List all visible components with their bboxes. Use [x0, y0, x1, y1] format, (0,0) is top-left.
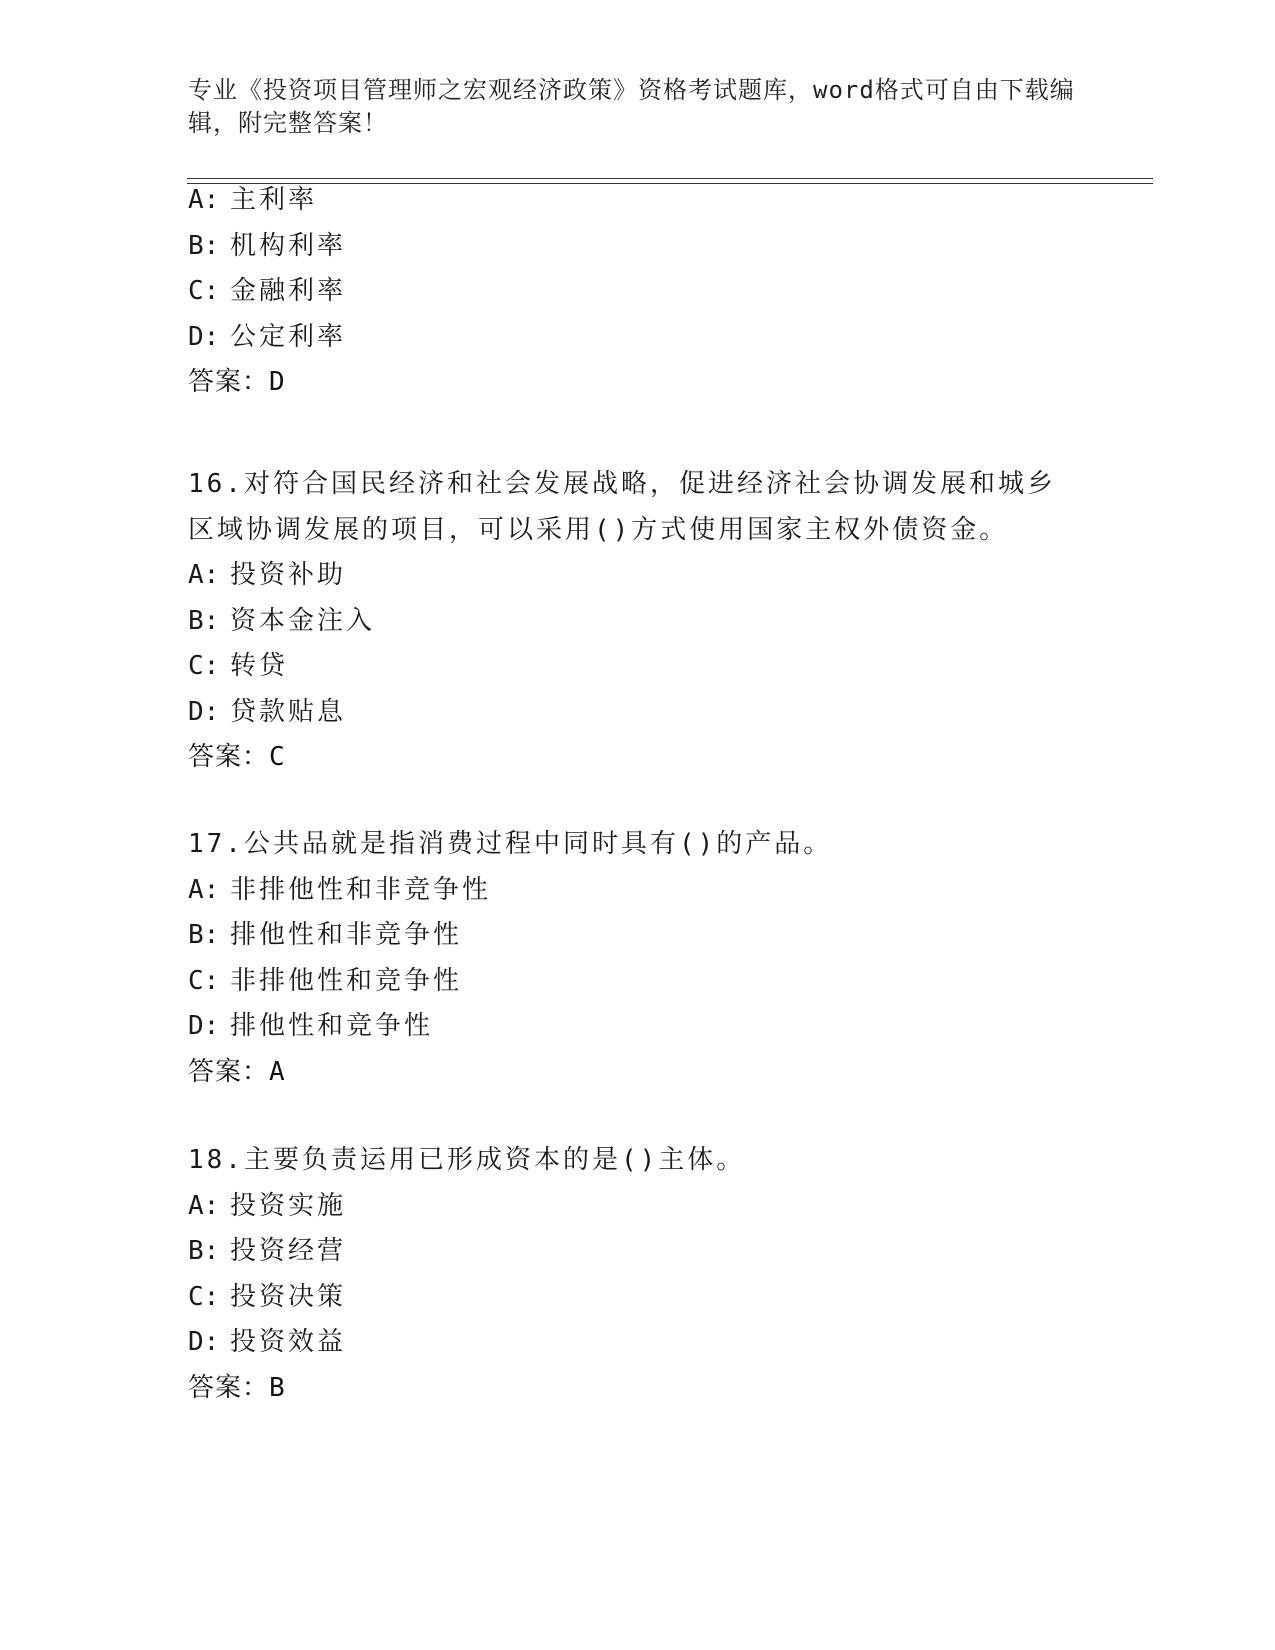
option-text: 投资效益 [230, 1327, 347, 1357]
question-text: 18.主要负责运用已形成资本的是()主体。 [188, 1145, 746, 1175]
option-d: D: 公定利率 [188, 321, 347, 352]
answer-value: C [269, 742, 286, 772]
option-c: C: 金融利率 [188, 276, 347, 306]
option-b: B: 机构利率 [188, 230, 347, 261]
option-text: 转贷 [230, 651, 289, 681]
option-d: D: 排他性和竞争性 [188, 1011, 434, 1041]
answer-line [188, 1050, 1088, 1096]
option-text: 机构利率 [230, 230, 347, 261]
option-d: D: 投资效益 [188, 1327, 347, 1357]
option-b: B: 排他性和非竞争性 [188, 920, 463, 950]
option-c: C: 转贷 [188, 651, 289, 681]
document-header: 专业《投资项目管理师之宏观经济政策》资格考试题库，word格式可自由下载编辑，附完整答案！ [188, 76, 1075, 137]
answer-line [188, 1366, 1088, 1412]
option-text: 投资经营 [230, 1236, 347, 1266]
option-text: 排他性和竞争性 [230, 1011, 434, 1041]
option-a: A: 投资实施 [188, 1190, 347, 1221]
option-c: C: 投资决策 [188, 1281, 347, 1312]
answer-label: 答案： [188, 1372, 270, 1403]
option-text: 资本金注入 [230, 605, 376, 636]
option-text: 公定利率 [230, 321, 347, 352]
option-text: 金融利率 [230, 276, 347, 306]
answer-label: 答案： [188, 1056, 270, 1087]
answer-value: D [269, 367, 286, 397]
question-15 [188, 178, 1088, 406]
answer-line [188, 735, 1068, 781]
option-a: A: 投资补助 [188, 560, 347, 590]
option-text: 投资决策 [230, 1281, 347, 1312]
question-17 [188, 822, 1088, 1095]
option-a: A: 非排他性和非竞争性 [188, 874, 492, 905]
question-text: 17.公共品就是指消费过程中同时具有()的产品。 [188, 829, 833, 859]
option-text: 排他性和非竞争性 [230, 920, 463, 950]
answer-value: B [269, 1372, 286, 1403]
option-text: 非排他性和竞争性 [230, 965, 463, 996]
option-d: D: 贷款贴息 [188, 696, 347, 727]
answer-label: 答案： [188, 367, 270, 397]
question-18 [188, 1138, 1088, 1411]
option-text: 贷款贴息 [230, 696, 347, 727]
option-text: 投资补助 [230, 560, 347, 590]
option-c: C: 非排他性和竞争性 [188, 965, 463, 996]
option-text: 非排他性和非竞争性 [230, 874, 492, 905]
option-b: B: 资本金注入 [188, 605, 376, 636]
question-text: 16.对符合国民经济和社会发展战略，促进经济社会协调发展和城乡区域协调发展的项目，可以采用()方式使用国家主权外债资金。 [188, 469, 1056, 545]
answer-label: 答案： [188, 742, 270, 772]
answer-value: A [269, 1056, 286, 1087]
answer-line [188, 360, 1088, 406]
option-b: B: 投资经营 [188, 1236, 347, 1266]
option-a: A: 主利率 [188, 185, 318, 215]
option-text: 主利率 [230, 185, 318, 215]
option-text: 投资实施 [230, 1190, 347, 1221]
question-16 [188, 462, 1068, 781]
